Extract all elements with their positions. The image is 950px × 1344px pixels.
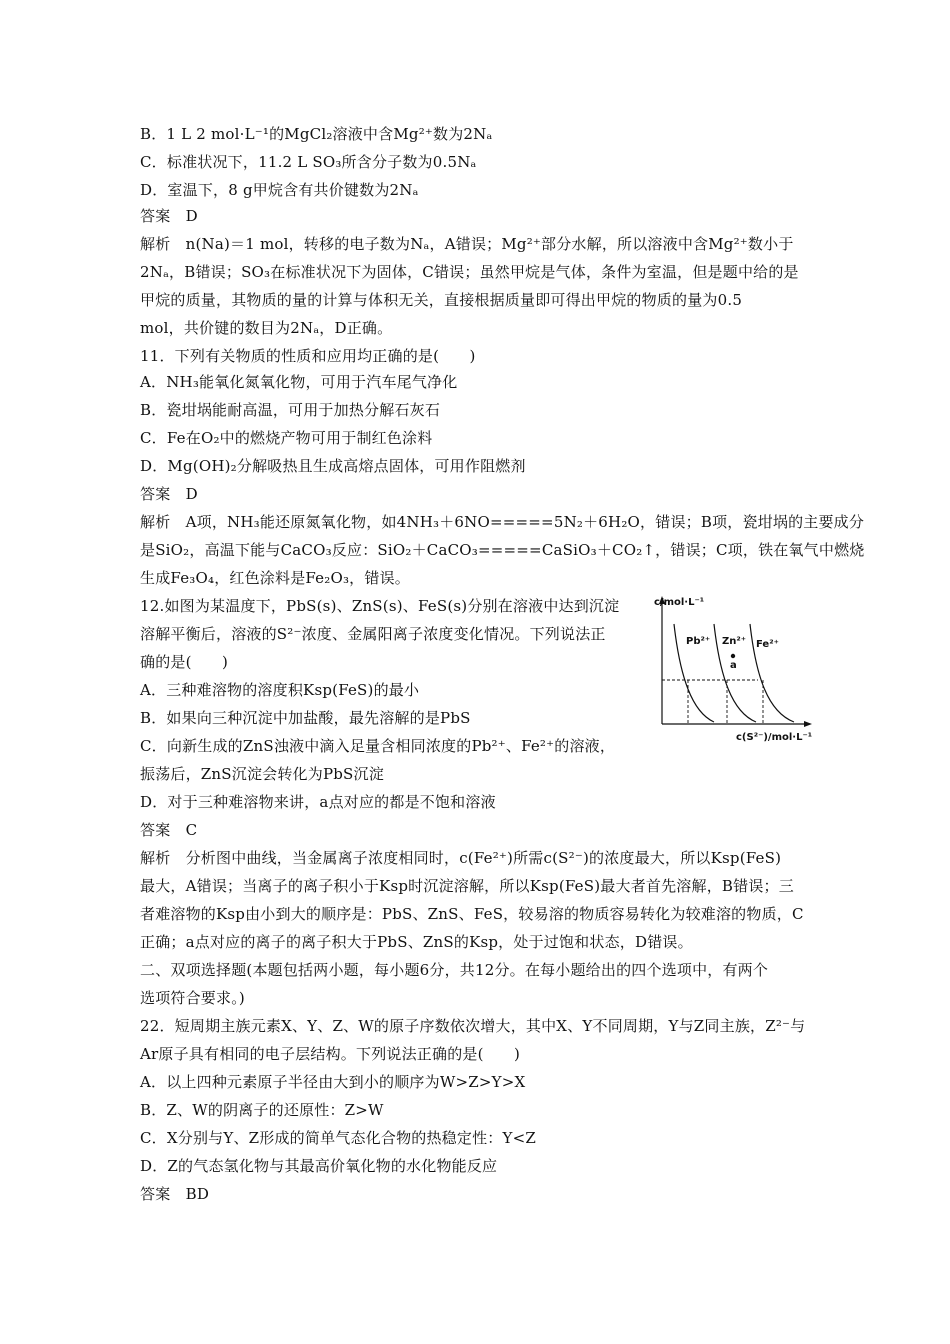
text-line: 解析 分析图中曲线，当金属离子浓度相同时，c(Fe²⁺)所需c(S²⁻)的浓度最大，所以Ksp(FeS) xyxy=(140,849,782,867)
x-axis-arrow xyxy=(804,721,812,727)
text-line: 解析 A项，NH₃能还原氮氧化物，如4NH₃＋6NO=====5N₂＋6H₂O，错误；B项，瓷坩埚的主要成分 xyxy=(140,513,865,531)
text-line: 答案 D xyxy=(140,485,198,503)
text-line: D．Mg(OH)₂分解吸热且生成高熔点固体，可用作阻燃剂 xyxy=(140,457,526,475)
text-line: 最大，A错误；当离子的离子积小于Ksp时沉淀溶解，所以Ksp(FeS)最大者首先溶解，B错误；三 xyxy=(140,877,794,895)
text-line: 答案 BD xyxy=(140,1185,210,1203)
text-line: A．三种难溶物的溶度积Ksp(FeS)的最小 xyxy=(140,681,420,699)
label-fe: Fe²⁺ xyxy=(756,639,779,650)
text-line: 11．下列有关物质的性质和应用均正确的是( ) xyxy=(140,347,476,365)
text-line: C．向新生成的ZnS浊液中滴入足量含相同浓度的Pb²⁺、Fe²⁺的溶液， xyxy=(140,737,616,755)
text-line: 确的是( ) xyxy=(140,653,229,671)
text-line: A．以上四种元素原子半径由大到小的顺序为W>Z>Y>X xyxy=(140,1073,526,1091)
text-line: 者难溶物的Ksp由小到大的顺序是：PbS、ZnS、FeS，较易溶的物质容易转化为较难溶的物质，C xyxy=(140,905,804,923)
text-line: D．室温下，8 g甲烷含有共价键数为2Nₐ xyxy=(140,181,419,199)
solubility-figure xyxy=(652,592,816,750)
text-line: 答案 D xyxy=(140,207,198,225)
text-line: 生成Fe₃O₄，红色涂料是Fe₂O₃，错误。 xyxy=(140,569,410,587)
label-zn: Zn²⁺ xyxy=(722,636,747,647)
text-line: C．Fe在O₂中的燃烧产物可用于制红色涂料 xyxy=(140,429,433,447)
text-line: 溶解平衡后，溶液的S²⁻浓度、金属阳离子浓度变化情况。下列说法正 xyxy=(140,625,606,643)
text-line: Ar原子具有相同的电子层结构。下列说法正确的是( ) xyxy=(140,1045,521,1063)
text-line: 振荡后，ZnS沉淀会转化为PbS沉淀 xyxy=(140,765,384,783)
x-axis-label: c(S²⁻)/mol·L⁻¹ xyxy=(736,732,813,743)
text-line: D．Z的气态氢化物与其最高价氧化物的水化物能反应 xyxy=(140,1157,498,1175)
text-line: 二、双项选择题(本题包括两小题，每小题6分，共12分。在每小题给出的四个选项中，有两个 xyxy=(140,961,769,979)
label-pb: Pb²⁺ xyxy=(686,636,711,647)
text-line: mol，共价键的数目为2Nₐ，D正确。 xyxy=(140,319,393,337)
y-axis-label: c/mol·L⁻¹ xyxy=(654,597,705,608)
text-line: 正确；a点对应的离子的离子积大于PbS、ZnS的Ksp，处于过饱和状态，D错误。 xyxy=(140,933,693,951)
text-line: A．NH₃能氧化氮氧化物，可用于汽车尾气净化 xyxy=(140,373,458,391)
text-line: B．1 L 2 mol·L⁻¹的MgCl₂溶液中含Mg²⁺数为2Nₐ xyxy=(140,125,493,143)
text-line: 2Nₐ，B错误；SO₃在标准状况下为固体，C错误；虽然甲烷是气体，条件为室温，但是题中给的是 xyxy=(140,263,799,281)
text-line: 甲烷的质量，其物质的量的计算与体积无关，直接根据质量即可得出甲烷的物质的量为0.5 xyxy=(140,291,743,309)
text-line: 12.如图为某温度下，PbS(s)、ZnS(s)、FeS(s)分别在溶液中达到沉淀 xyxy=(140,597,620,615)
text-line: B．Z、W的阴离子的还原性：Z>W xyxy=(140,1101,384,1119)
text-line: 答案 C xyxy=(140,821,198,839)
point-a xyxy=(731,654,735,658)
text-line: 22．短周期主族元素X、Y、Z、W的原子序数依次增大，其中X、Y不同周期，Y与Z同主族，Z²⁻与 xyxy=(140,1017,806,1035)
text-line: C．标准状况下，11.2 L SO₃所含分子数为0.5Nₐ xyxy=(140,153,477,171)
text-line: D．对于三种难溶物来讲，a点对应的都是不饱和溶液 xyxy=(140,793,496,811)
text-line: 是SiO₂，高温下能与CaCO₃反应：SiO₂＋CaCO₃=====CaSiO₃＋CO₂↑，错误；C项，铁在氧气中燃烧 xyxy=(140,541,865,559)
point-a-label: a xyxy=(730,660,737,671)
text-line: C．X分别与Y、Z形成的简单气态化合物的热稳定性：Y<Z xyxy=(140,1129,536,1147)
text-line: 解析 n(Na)＝1 mol，转移的电子数为Nₐ，A错误；Mg²⁺部分水解，所以溶液中含Mg²⁺数小于 xyxy=(140,235,794,253)
text-line: 选项符合要求。) xyxy=(140,989,245,1007)
text-line: B．如果向三种沉淀中加盐酸，最先溶解的是PbS xyxy=(140,709,471,727)
text-line: B．瓷坩埚能耐高温，可用于加热分解石灰石 xyxy=(140,401,441,419)
